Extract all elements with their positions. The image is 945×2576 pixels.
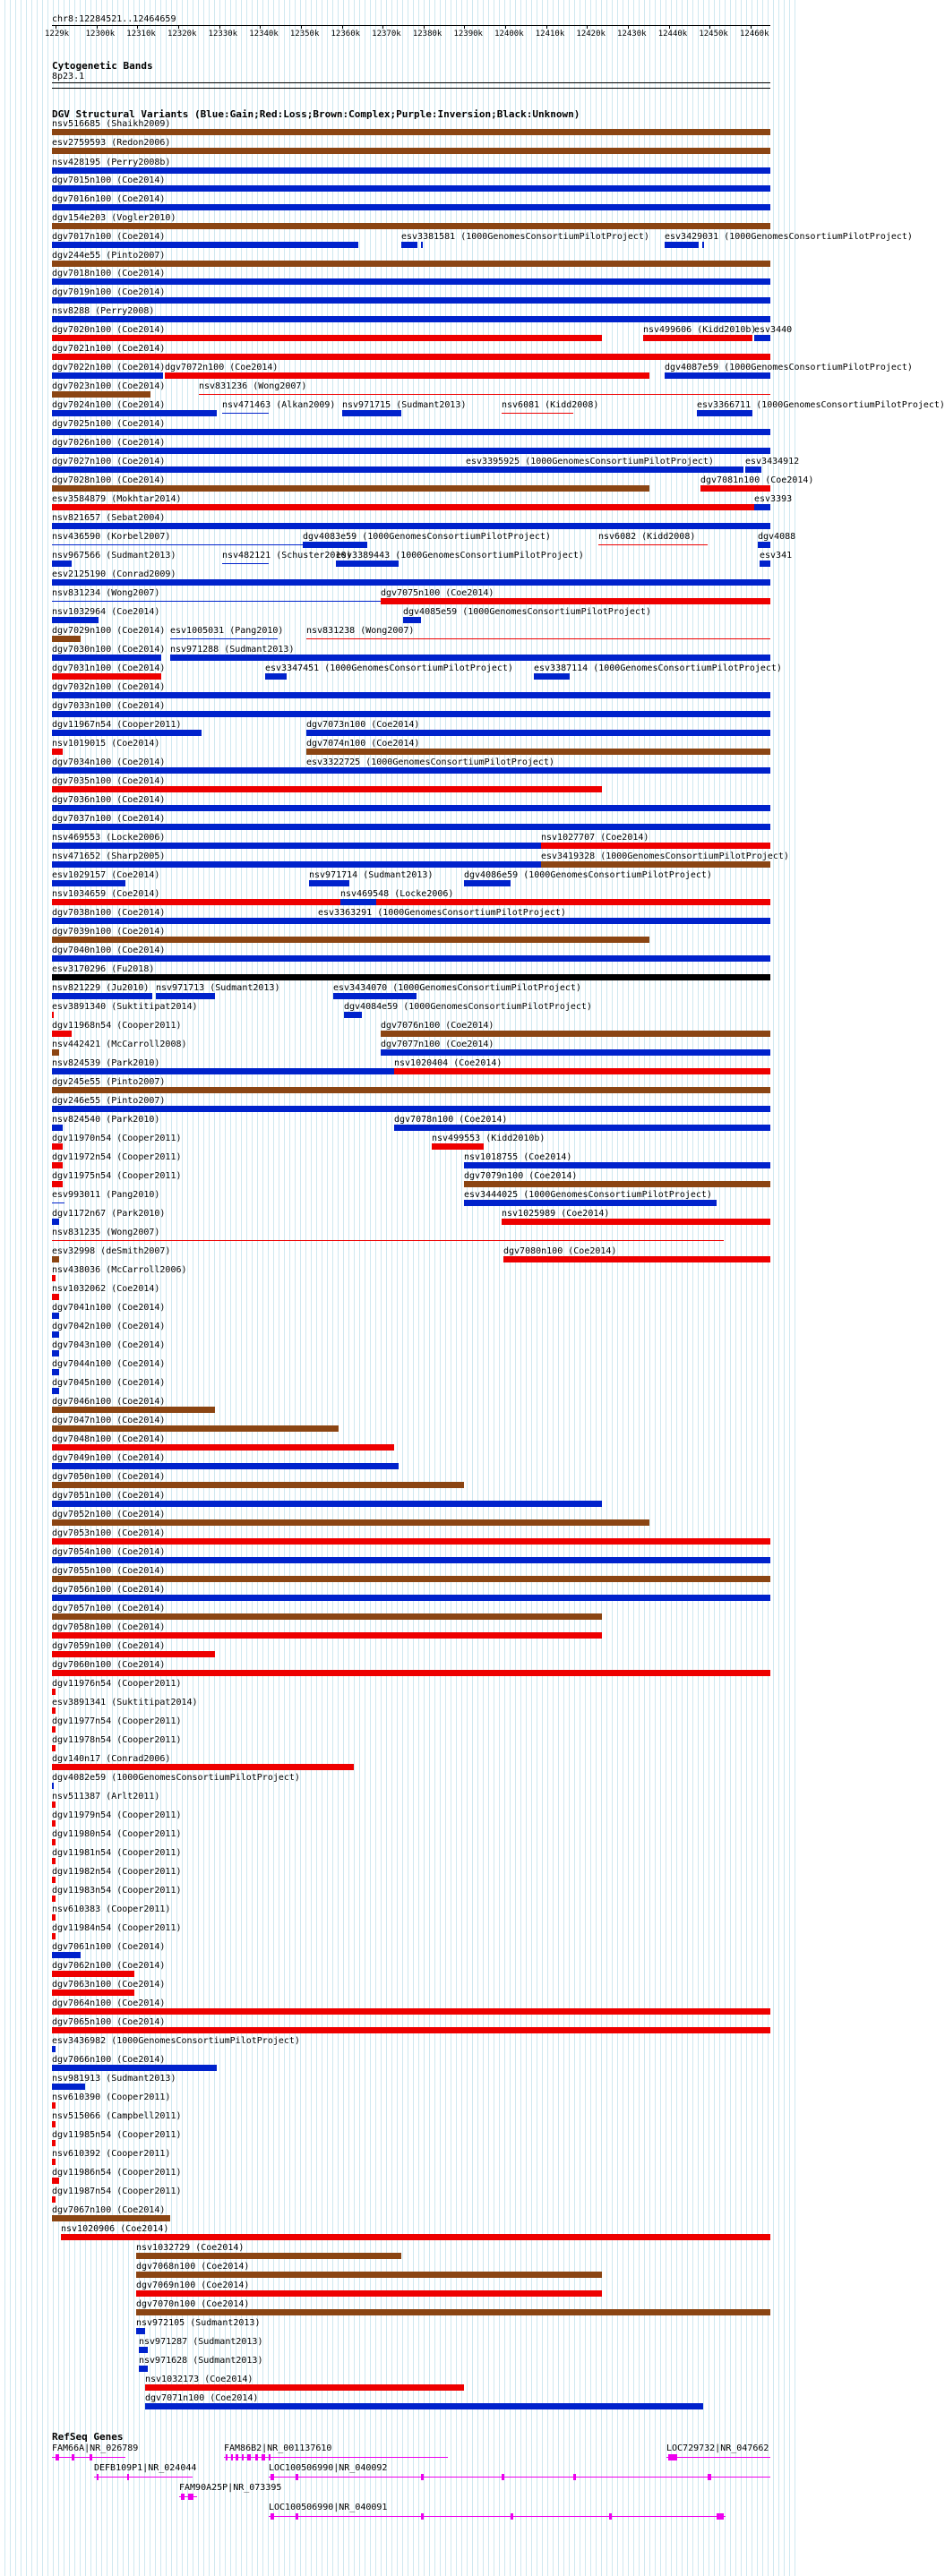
variant-label[interactable]: dgv7065n100 (Coe2014) [52,2017,166,2027]
variant-label[interactable]: dgv7078n100 (Coe2014) [394,1115,508,1125]
ruler-tick-label: 12360k [331,30,361,39]
gene-exon[interactable] [511,2513,513,2520]
variant-label[interactable]: nsv1018755 (Coe2014) [464,1152,572,1162]
variant-label[interactable]: dgv11977n54 (Cooper2011) [52,1716,182,1726]
variant-label[interactable]: dgv245e55 (Pinto2007) [52,1077,166,1087]
variant-label[interactable]: esv2125190 (Conrad2009) [52,569,176,579]
variant-label[interactable]: dgv11985n54 (Cooper2011) [52,2130,182,2140]
variant-label[interactable]: dgv7024n100 (Coe2014) [52,400,166,410]
gene-exon[interactable] [262,2454,265,2460]
variant-label[interactable]: esv341 [760,551,793,561]
variant-label[interactable]: nsv971287 (Sudmant2013) [139,2337,263,2347]
variant-label[interactable]: esv3381581 (1000GenomesConsortiumPilotProject) [401,232,649,242]
variant-label[interactable]: nsv436590 (Korbel2007) [52,532,171,542]
cyto-track-title: Cytogenetic Bands [52,60,153,72]
variant-label[interactable]: dgv7044n100 (Coe2014) [52,1359,166,1369]
variant-label[interactable]: dgv7061n100 (Coe2014) [52,1942,166,1952]
gene-exon[interactable] [421,2513,424,2520]
gene-exon[interactable] [421,2474,424,2480]
variant-label[interactable]: dgv7073n100 (Coe2014) [306,720,420,730]
variant-label[interactable]: nsv516685 (Shaikh2009) [52,119,171,129]
ruler-tick-label: 12450k [699,30,728,39]
variant-label[interactable]: dgv7063n100 (Coe2014) [52,1980,166,1990]
variant-label[interactable]: dgv4086e59 (1000GenomesConsortiumPilotProject) [464,870,712,880]
variant-label[interactable]: nsv1025989 (Coe2014) [502,1209,610,1219]
variant-label[interactable]: esv3395925 (1000GenomesConsortiumPilotProject) [466,457,714,466]
coordinate-label: chr8:12284521..12464659 [52,14,176,24]
variant-label[interactable]: dgv7046n100 (Coe2014) [52,1397,166,1407]
variant-label[interactable]: dgv4083e59 (1000GenomesConsortiumPilotProject) [303,532,551,542]
variant-label[interactable]: nsv821229 (Ju2010) [52,983,150,993]
variant-label[interactable]: esv3429031 (1000GenomesConsortiumPilotProject) [665,232,913,242]
variant-label[interactable]: dgv7062n100 (Coe2014) [52,1961,166,1971]
gene-exon[interactable] [255,2454,258,2460]
variant-label[interactable]: dgv7032n100 (Coe2014) [52,682,166,692]
variant-label[interactable]: nsv824539 (Park2010) [52,1058,160,1068]
gene-exon[interactable] [609,2513,612,2520]
variant-label[interactable]: dgv4085e59 (1000GenomesConsortiumPilotProject) [403,607,651,617]
ruler-tick-label: 12330k [208,30,238,39]
variant-label[interactable]: dgv11976n54 (Cooper2011) [52,1679,182,1689]
gene-exon[interactable] [188,2494,193,2500]
variant-label[interactable]: esv3419328 (1000GenomesConsortiumPilotProject) [541,852,789,861]
variant-label[interactable]: dgv7064n100 (Coe2014) [52,1998,166,2008]
variant-label[interactable]: dgv246e55 (Pinto2007) [52,1096,166,1106]
gene-exon[interactable] [226,2454,228,2460]
variant-label[interactable]: dgv7035n100 (Coe2014) [52,776,166,786]
variant-label[interactable]: nsv469548 (Locke2006) [340,889,454,899]
variant-label[interactable]: nsv971713 (Sudmant2013) [156,983,280,993]
variant-label[interactable]: dgv11983n54 (Cooper2011) [52,1886,182,1896]
gene-label[interactable]: DEFB109P1|NR_024044 [94,2463,197,2473]
variant-label[interactable]: dgv11979n54 (Cooper2011) [52,1810,182,1820]
variant-label[interactable]: dgv7034n100 (Coe2014) [52,757,166,767]
variant-label[interactable]: esv2759593 (Redon2006) [52,138,171,148]
gene-label[interactable]: LOC100506990|NR_040091 [269,2503,388,2512]
ruler-tick-label: 1229k [45,30,70,39]
variant-label[interactable]: dgv7047n100 (Coe2014) [52,1416,166,1425]
variant-label[interactable]: dgv7038n100 (Coe2014) [52,908,166,918]
variant-label[interactable]: esv3434070 (1000GenomesConsortiumPilotProject) [333,983,581,993]
ruler-tick-label: 12340k [249,30,279,39]
variant-label[interactable]: nsv831234 (Wong2007) [52,588,160,598]
gene-exon[interactable] [247,2454,251,2460]
variant-label[interactable]: esv3891340 (Suktitipat2014) [52,1002,198,1012]
ruler-tick-label: 12430k [617,30,647,39]
variant-label[interactable]: dgv7052n100 (Coe2014) [52,1510,166,1519]
variant-label[interactable]: esv1029157 (Coe2014) [52,870,160,880]
variant-label[interactable]: dgv7020n100 (Coe2014) [52,325,166,335]
variant-label[interactable]: nsv511387 (Arlt2011) [52,1792,160,1801]
variant-label[interactable]: dgv7030n100 (Coe2014) [52,645,166,655]
variant-label[interactable]: dgv11978n54 (Cooper2011) [52,1735,182,1745]
variant-label[interactable]: dgv7070n100 (Coe2014) [136,2299,250,2309]
gene-exon[interactable] [502,2474,504,2480]
variant-label[interactable]: dgv11987n54 (Cooper2011) [52,2187,182,2196]
variant-label[interactable]: dgv11986n54 (Cooper2011) [52,2168,182,2178]
gene-intron-line [269,2477,770,2478]
gene-exon[interactable] [296,2513,298,2520]
refseq-track-title: RefSeq Genes [52,2431,124,2443]
variant-label[interactable]: esv3322725 (1000GenomesConsortiumPilotProject) [306,757,554,767]
gene-label[interactable]: FAM86B2|NR_001137610 [224,2443,332,2453]
variant-label[interactable]: nsv981913 (Sudmant2013) [52,2074,176,2084]
variant-label[interactable]: nsv1027707 (Coe2014) [541,833,649,843]
variant-label[interactable]: nsv967566 (Sudmant2013) [52,551,176,561]
variant-label[interactable]: dgv7069n100 (Coe2014) [136,2281,250,2290]
ruler-tick-label: 12420k [576,30,606,39]
variant-label[interactable]: dgv7060n100 (Coe2014) [52,1660,166,1670]
gene-exon[interactable] [242,2454,244,2460]
variant-label[interactable]: dgv4087e59 (1000GenomesConsortiumPilotProject) [665,363,913,372]
variant-label[interactable]: dgv244e55 (Pinto2007) [52,251,166,261]
variant-label[interactable]: esv993011 (Pang2010) [52,1190,160,1200]
variant-label[interactable]: dgv7037n100 (Coe2014) [52,814,166,824]
variant-label[interactable]: nsv1020404 (Coe2014) [394,1058,503,1068]
variant-label[interactable]: dgv7068n100 (Coe2014) [136,2262,250,2272]
variant-label[interactable]: dgv7036n100 (Coe2014) [52,795,166,805]
variant-label[interactable]: dgv11970n54 (Cooper2011) [52,1134,182,1143]
variant-label[interactable]: nsv971714 (Sudmant2013) [309,870,434,880]
gene-intron-line [94,2477,193,2478]
variant-label[interactable]: dgv7029n100 (Coe2014) [52,626,166,636]
variant-label[interactable]: dgv7066n100 (Coe2014) [52,2055,166,2065]
variant-label[interactable]: nsv1020906 (Coe2014) [61,2224,169,2234]
variant-label[interactable]: nsv1032729 (Coe2014) [136,2243,245,2253]
variant-label[interactable]: nsv831235 (Wong2007) [52,1228,160,1237]
variant-label[interactable]: dgv7051n100 (Coe2014) [52,1491,166,1501]
variant-label[interactable]: esv3434912 [745,457,800,466]
ruler-tick-label: 12350k [289,30,320,39]
gene-exon[interactable] [90,2454,92,2460]
variant-label[interactable]: esv3393 [754,494,793,504]
variant-label[interactable]: dgv7072n100 (Coe2014) [165,363,279,372]
ruler-tick-label: 12440k [657,30,688,39]
variant-label[interactable]: esv3366711 (1000GenomesConsortiumPilotProject) [697,400,945,410]
variant-label[interactable]: dgv7079n100 (Coe2014) [464,1171,578,1181]
variant-label[interactable]: esv32998 (deSmith2007) [52,1246,171,1256]
ruler-tick-label: 12390k [453,30,483,39]
variant-label[interactable]: esv3347451 (1000GenomesConsortiumPilotProject) [265,663,513,673]
gene-label[interactable]: FAM66A|NR_026789 [52,2443,139,2453]
variant-label[interactable]: dgv7059n100 (Coe2014) [52,1641,166,1651]
ruler-tick-label: 12320k [167,30,197,39]
gene-label[interactable]: FAM90A25P|NR_073395 [179,2483,282,2493]
gene-label[interactable]: LOC100506990|NR_040092 [269,2463,388,2473]
variant-label[interactable]: dgv7048n100 (Coe2014) [52,1434,166,1444]
variant-label[interactable]: nsv1032964 (Coe2014) [52,607,160,617]
variant-label[interactable]: esv3440 [754,325,793,335]
gene-exon[interactable] [717,2513,724,2520]
dgv-track-title: DGV Structural Variants (Blue:Gain;Red:Loss;Brown:Complex;Purple:Inversion;Black:Unknown) [52,108,580,120]
variant-label[interactable]: dgv154e203 (Vogler2010) [52,213,176,223]
variant-label[interactable]: nsv438036 (McCarroll2006) [52,1265,187,1275]
variant-label[interactable]: dgv11981n54 (Cooper2011) [52,1848,182,1858]
variant-label[interactable]: dgv11980n54 (Cooper2011) [52,1829,182,1839]
variant-label[interactable]: nsv515066 (Campbell2011) [52,2111,182,2121]
gene-exon[interactable] [269,2454,271,2460]
ruler-tick-label: 12380k [412,30,442,39]
variant-label[interactable]: nsv971715 (Sudmant2013) [342,400,467,410]
variant-label[interactable]: dgv7049n100 (Coe2014) [52,1453,166,1463]
variant-label[interactable]: dgv7075n100 (Coe2014) [381,588,494,598]
variant-label[interactable]: esv3891341 (Suktitipat2014) [52,1698,198,1707]
gene-exon[interactable] [271,2513,274,2520]
variant-label[interactable]: dgv7053n100 (Coe2014) [52,1528,166,1538]
variant-label[interactable]: dgv7054n100 (Coe2014) [52,1547,166,1557]
ruler-tick-label: 12410k [535,30,565,39]
variant-label[interactable]: nsv482121 (Schuster2010) [222,551,352,561]
variant-label[interactable]: dgv7022n100 (Coe2014) [52,363,166,372]
variant-label[interactable]: nsv610392 (Cooper2011) [52,2149,171,2159]
variant-label[interactable]: dgv7033n100 (Coe2014) [52,701,166,711]
variant-label[interactable]: dgv7026n100 (Coe2014) [52,438,166,448]
variant-label[interactable]: dgv4082e59 (1000GenomesConsortiumPilotProject) [52,1773,300,1783]
variant-label[interactable]: dgv7019n100 (Coe2014) [52,287,166,297]
gene-exon[interactable] [296,2474,298,2480]
gene-exon[interactable] [97,2474,99,2480]
variant-label[interactable]: dgv7067n100 (Coe2014) [52,2205,166,2215]
gene-exon[interactable] [231,2454,233,2460]
variant-label[interactable]: esv3584879 (Mokhtar2014) [52,494,182,504]
cyto-band-label: 8p23.1 [52,72,85,81]
gene-exon[interactable] [271,2474,274,2480]
variant-label[interactable]: nsv831236 (Wong2007) [199,381,307,391]
variant-label[interactable]: nsv1032173 (Coe2014) [145,2375,253,2384]
variant-label[interactable]: dgv11975n54 (Cooper2011) [52,1171,182,1181]
gene-exon[interactable] [127,2474,129,2480]
variant-label[interactable]: dgv11984n54 (Cooper2011) [52,1923,182,1933]
variant-label[interactable]: dgv7042n100 (Coe2014) [52,1322,166,1331]
variant-label[interactable]: esv3389443 (1000GenomesConsortiumPilotProject) [336,551,584,561]
variant-label[interactable]: dgv7041n100 (Coe2014) [52,1303,166,1313]
variant-label[interactable]: esv3363291 (1000GenomesConsortiumPilotProject) [318,908,566,918]
variant-label[interactable]: dgv7017n100 (Coe2014) [52,232,166,242]
variant-label[interactable]: dgv7040n100 (Coe2014) [52,946,166,955]
variant-label[interactable]: nsv1019015 (Coe2014) [52,739,160,749]
variant-label[interactable]: dgv7071n100 (Coe2014) [145,2393,259,2403]
variant-label[interactable]: dgv7015n100 (Coe2014) [52,175,166,185]
variant-label[interactable]: dgv7025n100 (Coe2014) [52,419,166,429]
variant-label[interactable]: dgv7055n100 (Coe2014) [52,1566,166,1576]
variant-label[interactable]: dgv11982n54 (Cooper2011) [52,1867,182,1877]
variant-label[interactable]: dgv7057n100 (Coe2014) [52,1604,166,1613]
variant-label[interactable]: dgv7074n100 (Coe2014) [306,739,420,749]
gene-label[interactable]: LOC729732|NR_047662 [666,2443,769,2453]
variant-label[interactable]: dgv7043n100 (Coe2014) [52,1340,166,1350]
gene-exon[interactable] [72,2454,74,2460]
gene-exon[interactable] [708,2474,711,2480]
variant-label[interactable]: dgv7016n100 (Coe2014) [52,194,166,204]
variant-label[interactable]: esv3387114 (1000GenomesConsortiumPilotProject) [534,663,782,673]
ruler-tick-label: 12460k [740,30,769,39]
gene-exon[interactable] [573,2474,576,2480]
variant-label[interactable]: esv3444025 (1000GenomesConsortiumPilotProject) [464,1190,712,1200]
variant-label[interactable]: nsv972105 (Sudmant2013) [136,2318,261,2328]
gene-intron-line [269,2516,726,2517]
variant-label[interactable]: nsv610383 (Cooper2011) [52,1904,171,1914]
gene-exon[interactable] [236,2454,238,2460]
variant-label[interactable]: nsv821657 (Sebat2004) [52,513,166,523]
variant-label[interactable]: dgv4088 [758,532,796,542]
variant-label[interactable]: dgv7028n100 (Coe2014) [52,475,166,485]
gene-exon[interactable] [56,2454,59,2460]
variant-label[interactable]: nsv6081 (Kidd2008) [502,400,599,410]
gene-exon[interactable] [181,2494,185,2500]
variant-label[interactable]: nsv499553 (Kidd2010b) [432,1134,546,1143]
variant-label[interactable]: dgv7056n100 (Coe2014) [52,1585,166,1595]
gene-intron-line [52,2457,125,2458]
variant-label[interactable]: esv1005031 (Pang2010) [170,626,284,636]
variant-label[interactable]: nsv831238 (Wong2007) [306,626,415,636]
variant-label[interactable]: dgv7080n100 (Coe2014) [503,1246,617,1256]
variant-label[interactable]: dgv4084e59 (1000GenomesConsortiumPilotProject) [344,1002,592,1012]
variant-label[interactable]: dgv7081n100 (Coe2014) [700,475,814,485]
variant-label[interactable]: dgv11968n54 (Cooper2011) [52,1021,182,1031]
variant-label[interactable]: esv3436982 (1000GenomesConsortiumPilotProject) [52,2036,300,2046]
variant-label[interactable]: nsv471652 (Sharp2005) [52,852,166,861]
variant-label[interactable]: nsv1034659 (Coe2014) [52,889,160,899]
ruler-tick-label: 12400k [494,30,524,39]
variant-label[interactable]: dgv7039n100 (Coe2014) [52,927,166,937]
variant-label[interactable]: nsv8288 (Perry2008) [52,306,155,316]
variant-label[interactable]: nsv442421 (McCarroll2008) [52,1040,187,1049]
variant-label[interactable]: dgv7027n100 (Coe2014) [52,457,166,466]
variant-label[interactable]: dgv11967n54 (Cooper2011) [52,720,182,730]
variant-label[interactable]: dgv11972n54 (Cooper2011) [52,1152,182,1162]
variant-label[interactable]: dgv7050n100 (Coe2014) [52,1472,166,1482]
variant-label[interactable]: dgv7018n100 (Coe2014) [52,269,166,278]
variant-label[interactable]: nsv428195 (Perry2008b) [52,158,171,167]
variant-label[interactable]: dgv140n17 (Conrad2006) [52,1754,171,1764]
variant-label[interactable]: nsv1032062 (Coe2014) [52,1284,160,1294]
gene-exon[interactable] [668,2454,677,2460]
variant-label[interactable]: dgv7023n100 (Coe2014) [52,381,166,391]
variant-label[interactable]: dgv7031n100 (Coe2014) [52,663,166,673]
variant-label[interactable]: dgv7077n100 (Coe2014) [381,1040,494,1049]
gene-intron-line [666,2457,770,2458]
variant-label[interactable]: dgv7021n100 (Coe2014) [52,344,166,354]
ruler-tick-label: 12370k [372,30,401,39]
ruler-tick-label: 12310k [126,30,156,39]
variant-label[interactable]: nsv610390 (Cooper2011) [52,2092,171,2102]
variant-label[interactable]: esv3170296 (Fu2018) [52,964,155,974]
variant-label[interactable]: nsv971288 (Sudmant2013) [170,645,295,655]
variant-label[interactable]: nsv971628 (Sudmant2013) [139,2356,263,2366]
variant-label[interactable]: dgv7045n100 (Coe2014) [52,1378,166,1388]
variant-label[interactable]: nsv6082 (Kidd2008) [598,532,696,542]
variant-label[interactable]: nsv824540 (Park2010) [52,1115,160,1125]
variant-label[interactable]: dgv7058n100 (Coe2014) [52,1622,166,1632]
variant-label[interactable]: dgv7076n100 (Coe2014) [381,1021,494,1031]
variant-label[interactable]: nsv499606 (Kidd2010b) [643,325,757,335]
ruler-tick-label: 12300k [85,30,116,39]
variant-label[interactable]: dgv1172n67 (Park2010) [52,1209,166,1219]
variant-label[interactable]: nsv469553 (Locke2006) [52,833,166,843]
variant-label[interactable]: nsv471463 (Alkan2009) [222,400,336,410]
